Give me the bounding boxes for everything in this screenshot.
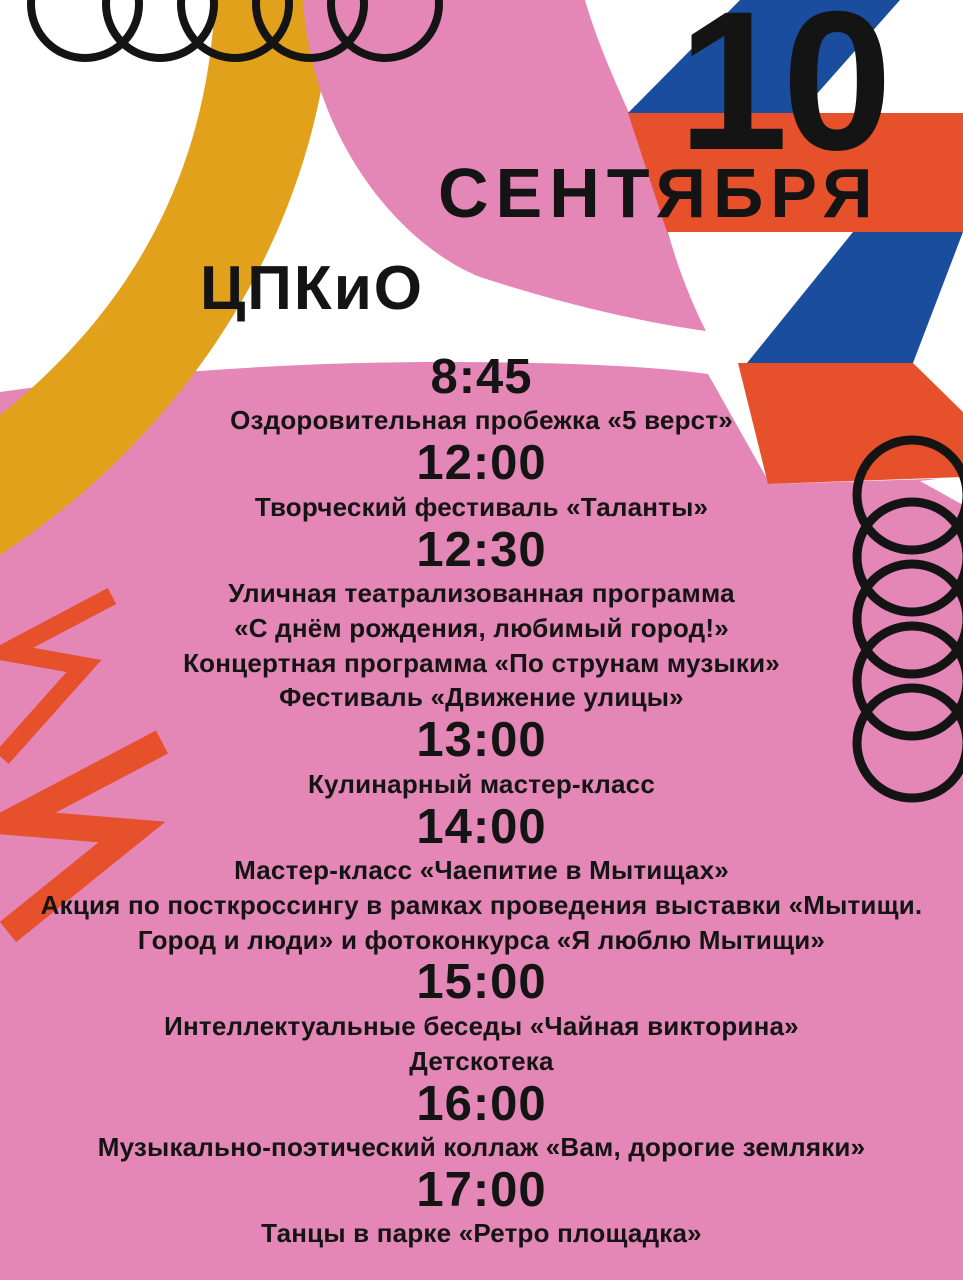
slot-time: 12:00 [416,436,547,491]
schedule-slot [0,715,963,801]
schedule-slot [0,799,963,958]
slot-events [0,1009,963,1079]
slot-event: «С днём рождения, любимый город!» [234,612,729,643]
slot-event: Танцы в парке «Ретро площадка» [261,1218,702,1249]
event-day: 10 [678,0,887,191]
slot-events [0,490,963,525]
slot-events [0,1130,963,1165]
slot-events [0,767,963,802]
slot-events [0,576,963,715]
slot-time: 15:00 [416,955,547,1010]
slot-event: Мастер-класс «Чаепитие в Мытищах» [234,854,729,885]
slot-events [0,853,963,957]
event-month: СЕНТЯБРЯ [438,154,880,232]
slot-time: 14:00 [416,799,547,854]
blue-ribbon-lower [747,232,963,363]
slot-event: Город и люди» и фотоконкурса «Я люблю Мытищи» [137,924,826,955]
slot-time: 8:45 [430,350,533,404]
slot-events [0,403,963,438]
slot-time: 12:30 [416,522,547,577]
slot-event: Концертная программа «По струнам музыки» [183,647,780,678]
schedule-slot [0,1076,963,1165]
slot-event: Фестиваль «Движение улицы» [279,682,684,713]
schedule-slot [0,522,963,716]
schedule-slot [0,957,963,1078]
schedule-slot [0,438,963,524]
schedule-list [0,352,963,1251]
venue-name: ЦПКиО [200,254,425,323]
slot-event: Оздоровительная пробежка «5 верст» [230,405,733,436]
slot-events [0,1216,963,1251]
slot-event: Уличная театрализованная программа [228,577,735,608]
slot-event: Творческий фестиваль «Таланты» [254,491,709,522]
slot-time: 17:00 [416,1162,547,1217]
schedule-slot [0,1162,963,1251]
slot-time: 13:00 [416,713,547,768]
slot-event: Детскотека [409,1045,554,1076]
slot-event: Кулинарный мастер-класс [307,768,656,799]
slot-event: Музыкально-поэтический коллаж «Вам, дорогие земляки» [97,1132,866,1162]
slot-event: Интеллектуальные беседы «Чайная викторина» [164,1010,799,1041]
slot-time: 16:00 [416,1076,547,1131]
slot-event: Акция по посткроссингу в рамках проведения выставки «Мытищи. [40,889,923,920]
schedule-slot [0,352,963,438]
